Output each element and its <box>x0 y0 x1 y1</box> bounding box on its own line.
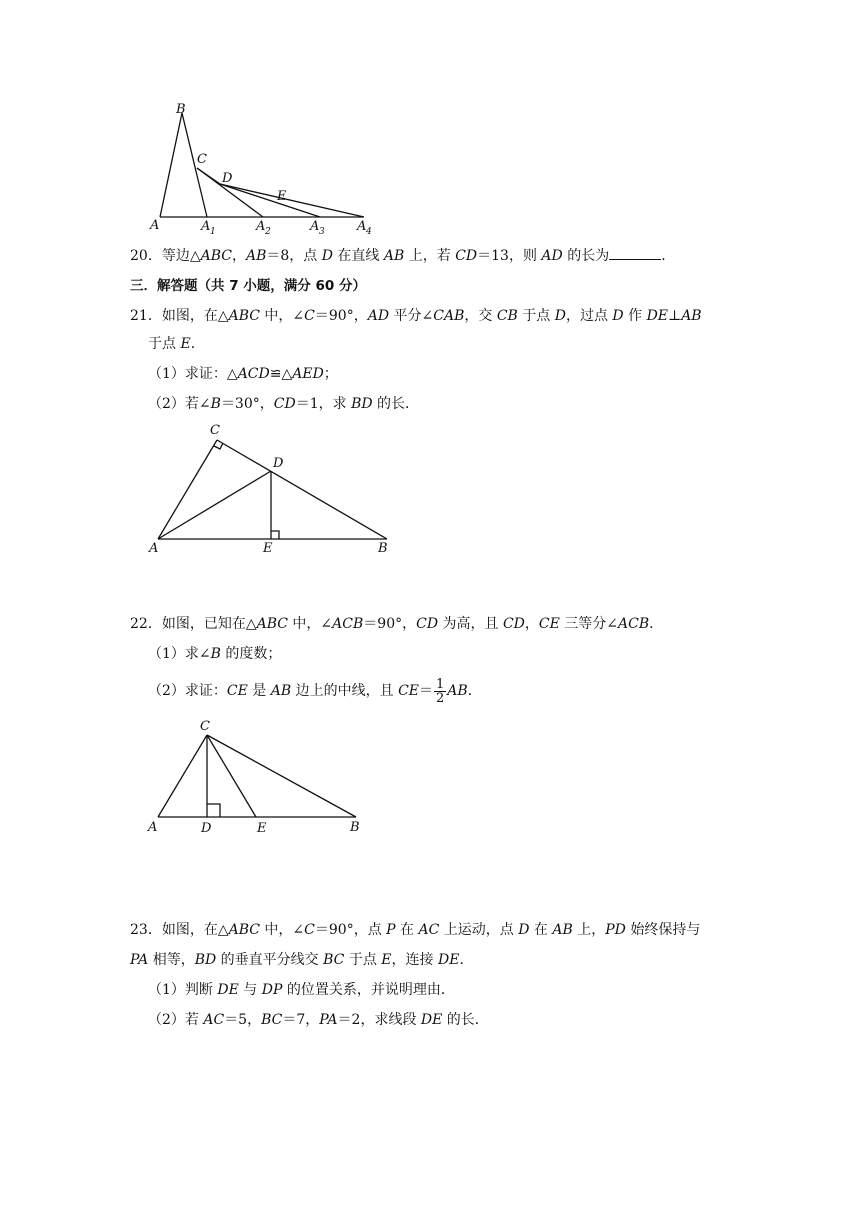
question-23-part-1: （1）判断 DE 与 DP 的位置关系，并说明理由． <box>148 982 455 998</box>
question-21-part-2: （2）若∠B＝30°，CD＝1，求 BD 的长． <box>148 396 420 412</box>
label-D: D <box>273 456 284 471</box>
label-C: C <box>210 423 220 438</box>
label-D: D <box>201 821 212 836</box>
label-E: E <box>257 821 267 836</box>
label-A: A <box>149 541 159 556</box>
label-E: E <box>263 541 273 556</box>
question-23-part-2: （2）若 AC＝5，BC＝7，PA＝2，求线段 DE 的长． <box>148 1012 489 1028</box>
label-C: C <box>200 719 210 734</box>
label-A1-sub: 1 <box>210 227 216 236</box>
label-E: E <box>277 189 287 204</box>
question-22-part-2: （2）求证：CE 是 AB 边上的中线，且 CE＝ $\frac{1}{2}$ AB． <box>148 676 482 706</box>
question-23-line-2: PA 相等，BD 的垂直平分线交 BC 于点 E，连接 DE． <box>130 952 474 968</box>
label-A: A <box>150 218 160 233</box>
label-B: B <box>176 102 186 117</box>
label-A: A <box>148 820 158 835</box>
label-A2: A <box>256 219 266 234</box>
question-21-line-1: 21．如图，在△ABC 中，∠C＝90°，AD 平分∠CAB，交 CB 于点 D，过点 D 作 DE⊥AB <box>130 308 702 324</box>
figure-triangle-chain <box>140 96 390 236</box>
label-A1: A <box>201 219 211 234</box>
label-C: C <box>197 152 207 167</box>
figure-21 <box>140 418 400 558</box>
label-A2-sub: 2 <box>265 227 271 236</box>
answer-blank <box>609 246 661 260</box>
question-21-part-1: （1）求证：△ACD≌△AED； <box>148 366 338 382</box>
label-B: B <box>378 541 388 556</box>
question-22-line-1: 22．如图，已知在△ABC 中，∠ACB＝90°，CD 为高，且 CD，CE 三等分∠ACB． <box>130 616 664 632</box>
label-A3: A <box>310 219 320 234</box>
question-23-line-1: 23．如图，在△ABC 中，∠C＝90°，点 P 在 AC 上运动，点 D 在 AB 上，PD 始终保持与 <box>130 922 701 938</box>
figure-22 <box>140 714 380 844</box>
question-21-line-2: 于点 E． <box>148 336 205 352</box>
label-A4-sub: 4 <box>366 227 372 236</box>
question-22-part-1: （1）求∠B 的度数； <box>148 646 282 662</box>
question-20: 20．等边△ABC，AB＝8，点 D 在直线 AB 上，若 CD＝13，则 AD 的长为 ． <box>130 248 676 264</box>
label-A4: A <box>357 219 367 234</box>
label-D: D <box>222 171 233 186</box>
label-B: B <box>350 820 360 835</box>
fraction-one-half: $\frac{1}{2}$ <box>436 676 445 706</box>
label-A3-sub: 3 <box>319 227 325 236</box>
section-heading: 三．解答题（共 7 小题，满分 60 分） <box>130 278 366 294</box>
